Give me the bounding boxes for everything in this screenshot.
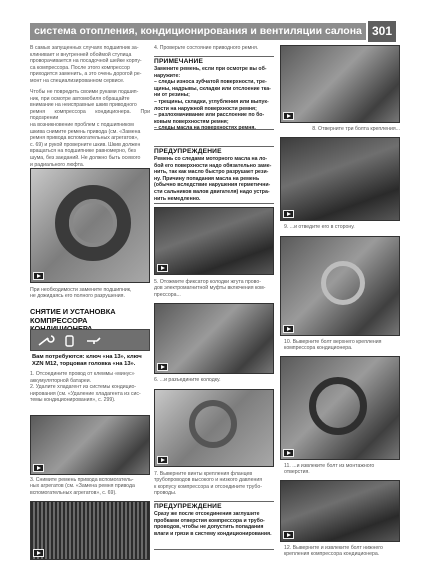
caption-step-11: 11. ...и извлеките болт из монтажного отверстия.: [284, 463, 375, 476]
tools-icon-strip: [30, 329, 150, 351]
warning-title: ПРЕДУПРЕЖДЕНИЕ: [154, 503, 222, 510]
warning-body: Ремень со следами моторного масла на ло- бой его поверхности надо обязательно заме- нить, так как масло быстро разрушает рези- ну. Причину попадания масла на ремень (обычно вследствие нарушения герметични- сти сальников валов двигателя) надо устра- нить немедленно.: [154, 156, 272, 202]
caption-replace-bearing: При необходимости замените подшипник, не дожидаясь его полного разрушения.: [30, 287, 132, 300]
caption-step-8: 8. Отверните три болта крепления...: [312, 126, 400, 132]
step-7: 7. Выверните винты крепления фланцев трубопроводов высокого и низкого давления к корпусу компрессора и отсоедините трубо- проводы.: [154, 471, 263, 497]
warning-box-plugs: [154, 501, 274, 550]
photo-radiator: [30, 501, 150, 560]
key-icon: [85, 334, 102, 348]
photo-move-aside: [280, 137, 400, 221]
column-2: [154, 45, 274, 560]
photo-marker-icon: [283, 531, 294, 539]
warning-box-oil: [154, 146, 274, 204]
photo-marker-icon: [157, 264, 168, 272]
section-title-compressor: СНЯТИЕ И УСТАНОВКА КОМПРЕССОРА: [30, 307, 116, 325]
photo-compressor-location: [30, 415, 150, 475]
photo-marker-icon: [283, 325, 294, 333]
paragraph-bearing-wear: В самых запущенных случаях подшипник за- клинивает и внутренней обоймой ступица проворачивается на посадочной шейке корпу- са компрессора. После этого компрессор приходится заменить, а это очень дорогой ре- монт на специализированном сервисе.: [30, 45, 142, 84]
photo-marker-icon: [33, 549, 44, 557]
photo-marker-icon: [283, 210, 294, 218]
photo-marker-icon: [283, 112, 294, 120]
note-title: ПРИМЕЧАНИЕ: [154, 58, 204, 65]
photo-marker-icon: [157, 363, 168, 371]
note-body: Замените ремень, если при осмотре вы об- наружите: – следы износа зубчатой поверхности, тре- щины, надрывы, складки или отслоение тка- ни от резины; – трещины, складки, углубления или выпук- лости на наружной поверхности ремня; – разлохмачивание или расслоение по бо- ковым поверхностям ремня; – следы масла на поверхностях ремня.: [154, 66, 271, 132]
note-box: [154, 56, 274, 130]
photo-marker-icon: [283, 449, 294, 457]
warning-body: Сразу же после отсоединения заглушите пробками отверстия компрессора и трубо- проводов, чтобы не допустить попадания влаги и грязи в систему кондиционирования.: [154, 511, 272, 537]
socket-icon: [61, 334, 78, 348]
photo-marker-icon: [33, 464, 44, 472]
wrench-icon: [37, 334, 54, 348]
photo-remove-bolt: [280, 356, 400, 460]
caption-step-12: 12. Выверните и извлеките болт нижнего крепления компрессора кондиционера.: [284, 545, 383, 558]
column-1: [30, 45, 150, 560]
photo-connector-latch: [154, 207, 274, 275]
caption-step-5: 5. Отожмите фиксатор колодки жгута прово- дов электромагнитной муфты включения ком- прессора...: [154, 279, 266, 298]
caption-step-6: 6. ...и разъедините колодку.: [154, 377, 221, 383]
warning-title: ПРЕДУПРЕЖДЕНИЕ: [154, 148, 222, 155]
photo-marker-icon: [33, 272, 44, 280]
photo-lower-bolt: [280, 480, 400, 542]
page-number: 301: [368, 21, 396, 42]
page-header-title: система отопления, кондиционирования и вентиляции салона: [30, 23, 366, 40]
caption-step-10: 10. Выверните болт верхнего крепления компрессора кондиционера.: [284, 339, 382, 352]
tools-required-text: Вам потребуются: ключ «на 13», ключ XZN M12, торцовая головка «на 13».: [32, 354, 142, 367]
photo-upper-bolt: [280, 236, 400, 336]
caption-step-3: 3. Снимите ремень привода вспомогатель- ных агрегатов (см. «Замена ремня привода вспомогательных агрегатов», с. 69).: [30, 477, 135, 496]
photo-marker-icon: [157, 456, 168, 464]
photo-bearing: [30, 168, 150, 283]
step-4: 4. Проверьте состояние приводного ремня.: [154, 45, 259, 51]
steps-1-2: 1. Отсоедините провод от клеммы «минус» аккумуляторной батареи. 2. Удалите хладагент из системы кондицио- нирования (см. «Удаление хладагента из сис- темы кондиционирования», с. 299).: [30, 371, 141, 404]
caption-step-9: 9. ...и отведите его в сторону.: [284, 224, 355, 230]
photo-compressor-pipes: [154, 389, 274, 467]
photo-disconnect-connector: [154, 303, 274, 374]
photo-bracket-bolts: [280, 45, 400, 123]
column-3: [280, 45, 400, 560]
paragraph-bearing-check: Чтобы не повредить своими руками подшип- ник, при осмотре автомобиля обращайте внимание на неисправные шкив приводного ремня компрессора кондиционера. При подозрении на возникновение проблем с подшипником шкива снимите ремень привода (см. «Замена ремня привода вспомогательных агрегатов», с. 69) и рукой проверните шкив. Шкив должен вращаться на подшипнике равномерно, без шума, без заеданий. Не должно быть осевого и радиального люфта.: [30, 89, 150, 168]
